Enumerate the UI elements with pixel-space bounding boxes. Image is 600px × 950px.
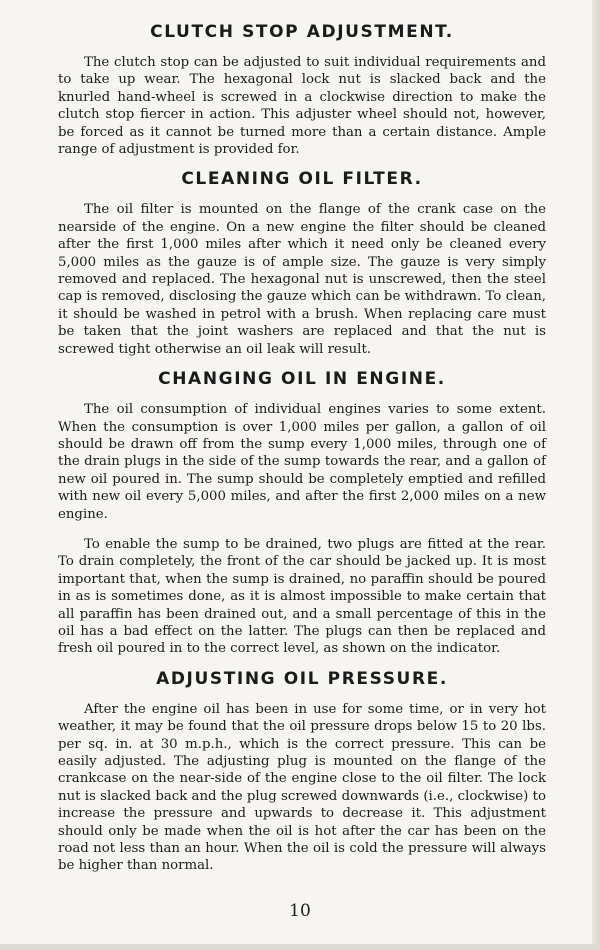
section-paragraph: After the engine oil has been in use for some time, or in very hot weather, it may be found that the oil pressure drops below 15 to 20 lbs. per sq. in. at 30 m.p.h., which is the correct pressure. This can be easily adjusted. The adjusting plug is mounted on the flange of the crankcase on the near-side of the engine close to the oil filter. The lock nut is slacked back and the plug screwed downwards (i.e., clockwise) to increase the pressure and upwards to decrease it. This adjustment should only be made when the oil is hot after the car has been on the road not less than an hour. When the oil is cold the pressure will always be higher than normal.	[58, 701, 546, 874]
section-paragraph: The oil consumption of individual engines varies to some extent. When the consumption is over 1,000 miles per gallon, a gallon of oil should be drawn off from the sump every 1,000 miles, through one of the drain plugs in the side of the sump towards the rear, and a gallon of new oil poured in. The sump should be completely emptied and refilled with new oil every 5,000 miles, and after the first 2,000 miles on a new engine.	[58, 402, 546, 522]
section-clutch-stop	[58, 22, 546, 158]
section-changing-oil	[58, 369, 546, 658]
section-paragraph: The oil filter is mounted on the flange of the crank case on the nearside of the engine. On a new engine the filter should be cleaned after the first 1,000 miles after which it need only be cleaned every 5,000 miles as the gauze is of ample size. The gauze is very simply removed and replaced. The hexagonal nut is unscrewed, then the steel cap is removed, disclosing the gauze which can be withdrawn. To clean, it should be washed in petrol with a brush. When replacing care must be taken that the joint washers are replaced and that the nut is screwed tight otherwise an oil leak will result.	[58, 202, 546, 357]
page-edge	[0, 944, 600, 950]
section-heading: CHANGING OIL IN ENGINE.	[158, 369, 446, 390]
section-heading: CLUTCH STOP ADJUSTMENT.	[150, 22, 454, 42]
page-content	[58, 22, 546, 886]
section-paragraph: The clutch stop can be adjusted to suit individual requirements and to take up wear. The hexagonal lock nut is slacked back and the knurled hand-wheel is screwed in a clockwise direction to make the clutch stop fiercer in action. This adjuster wheel should not, however, be forced as it cannot be turned more than a certain distance. Ample range of adjustment is provided for.	[58, 55, 546, 158]
section-oil-pressure	[58, 669, 546, 875]
section-heading: CLEANING OIL FILTER.	[181, 169, 423, 190]
page-number: 10	[289, 901, 311, 921]
section-heading: ADJUSTING OIL PRESSURE.	[156, 668, 448, 689]
page-edge	[592, 0, 600, 950]
section-paragraph: To enable the sump to be drained, two plugs are fitted at the rear. To drain completely, the front of the car should be jacked up. It is most important that, when the sump is drained, no paraffin should be poured in as is sometimes done, as it is almost impossible to make certain that all paraffin has been drained out, and a small percentage of this in the oil has a bad effect on the latter. The plugs can then be replaced and fresh oil poured in to the correct level, as shown on the indicator.	[58, 536, 546, 657]
section-oil-filter	[58, 169, 546, 358]
